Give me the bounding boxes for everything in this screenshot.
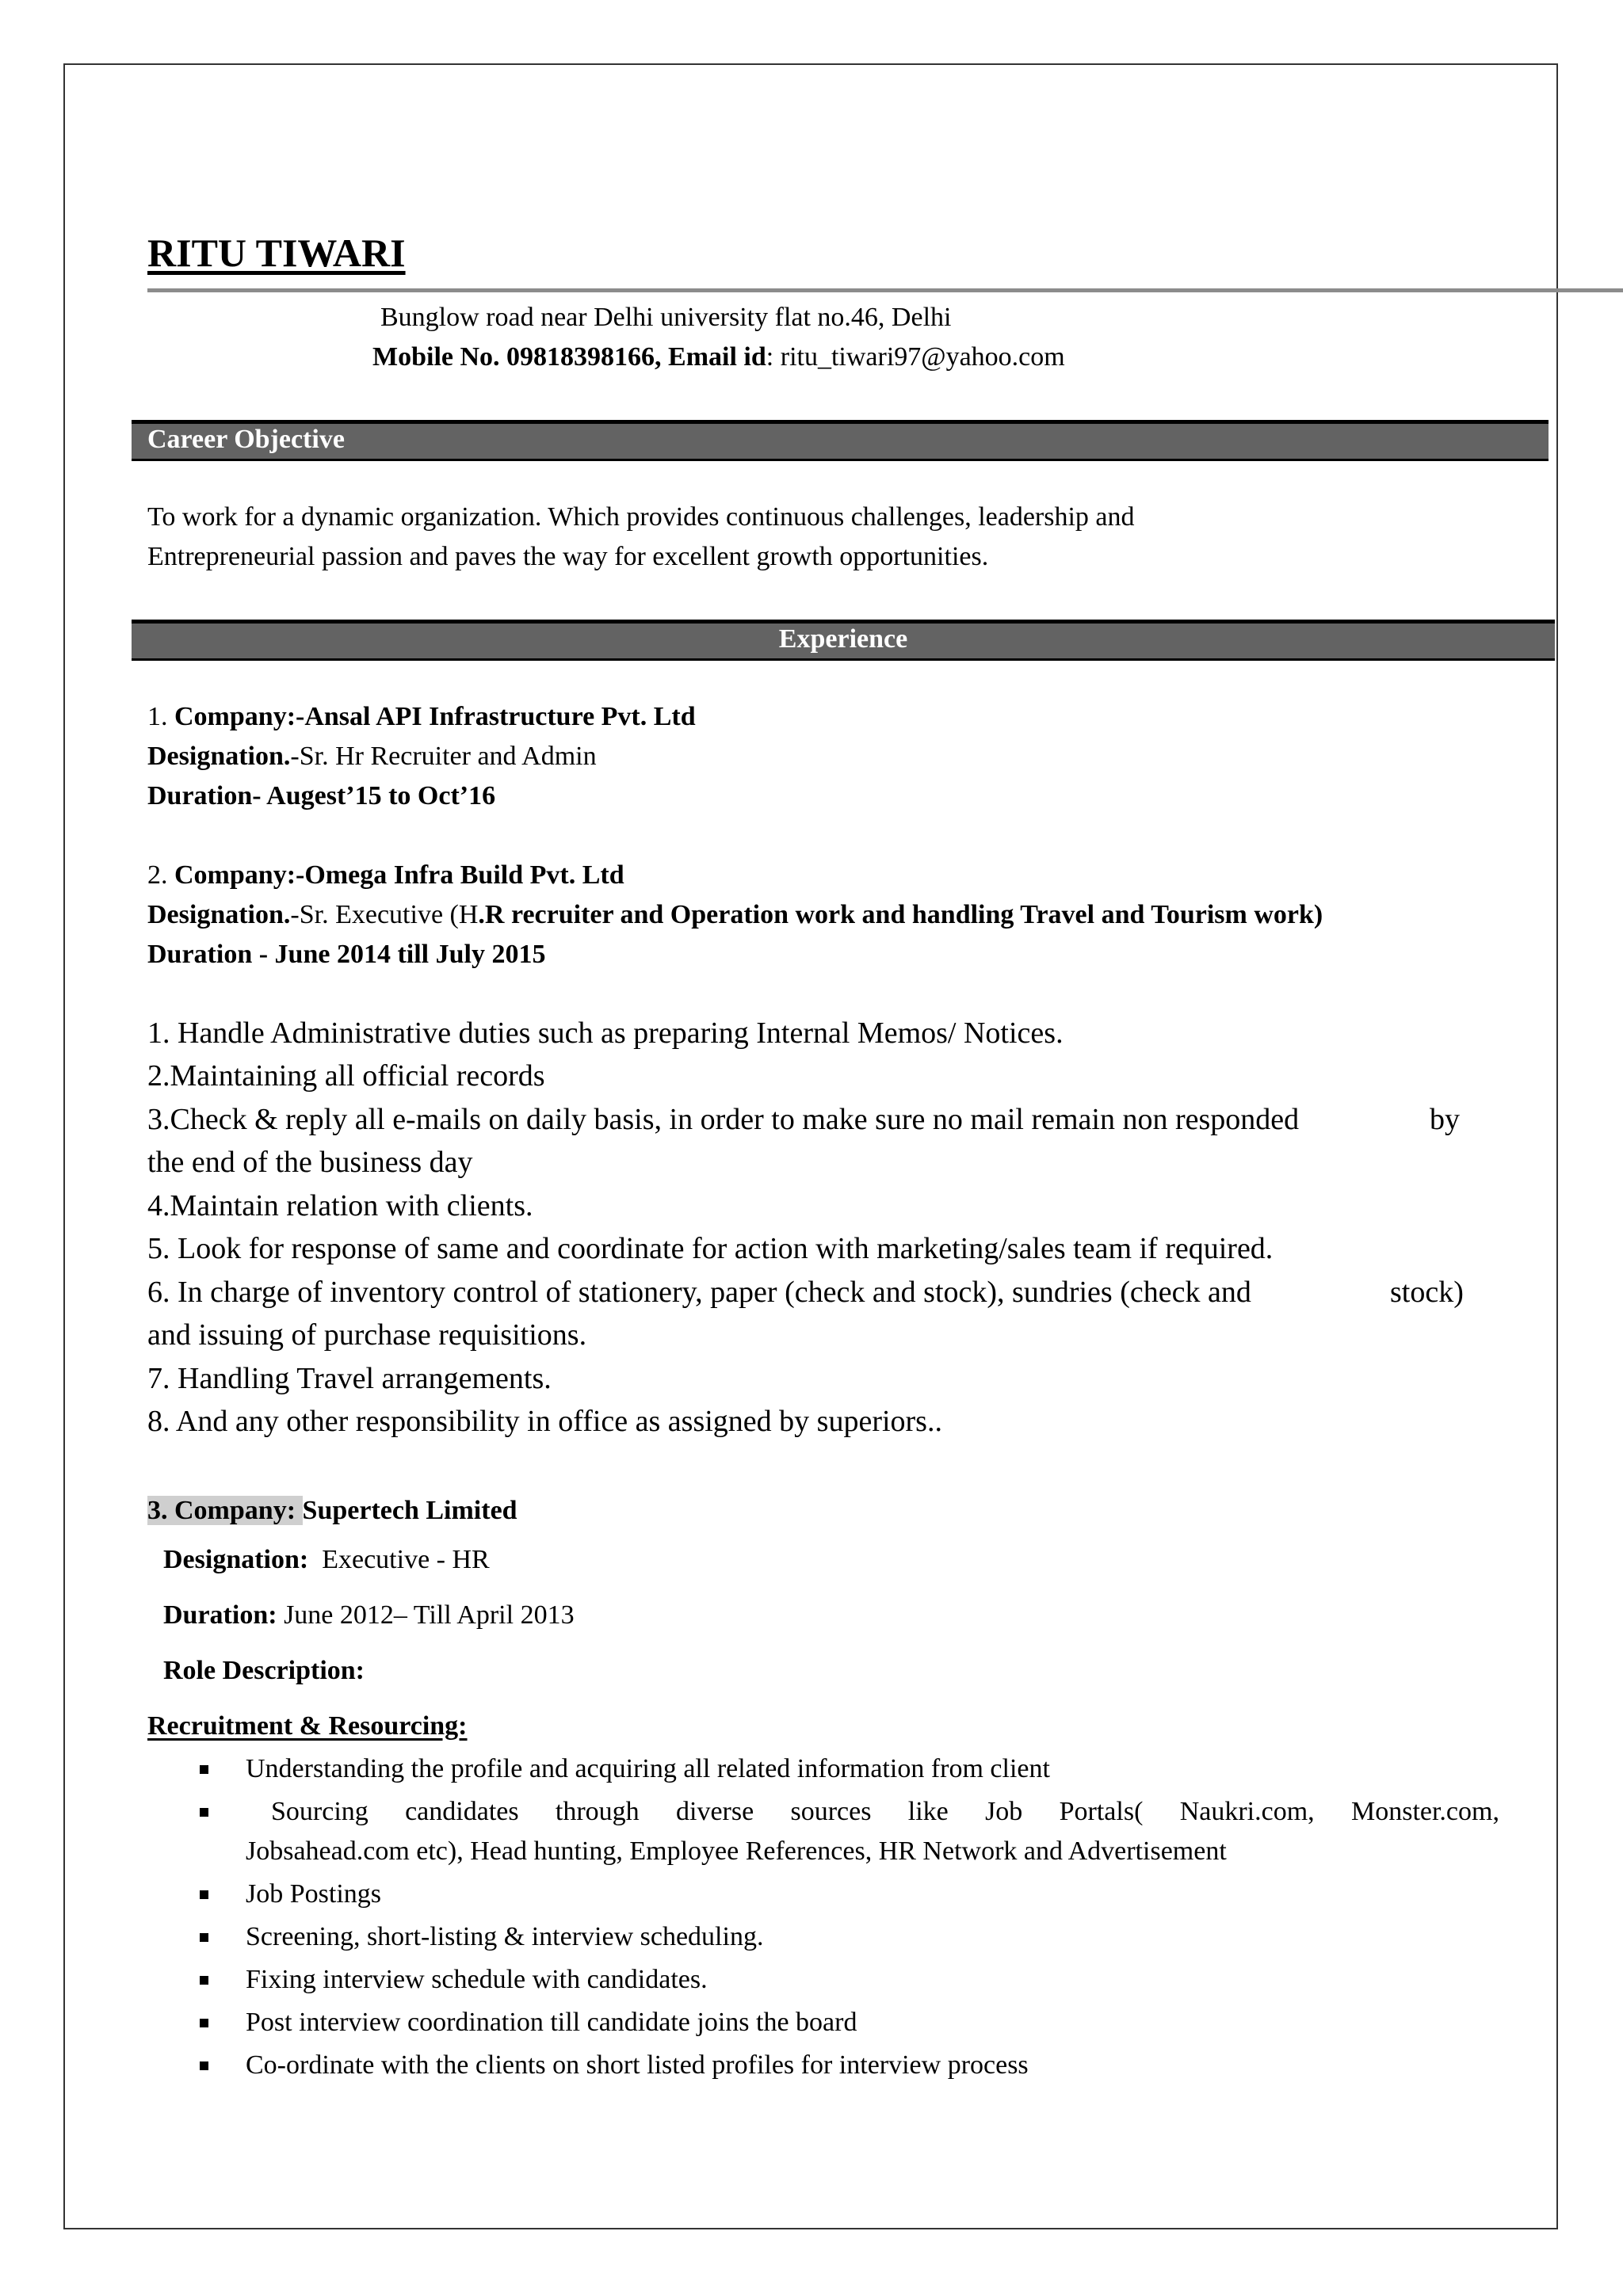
job3-company-label: 3. Company: xyxy=(147,1496,303,1525)
email: : ritu_tiwari97@yahoo.com xyxy=(766,342,1065,372)
experience-heading-text: Experience xyxy=(778,624,908,654)
duty-1: 1. Handle Administrative duties such as preparing Internal Memos/ Notices. xyxy=(147,1016,1064,1050)
bullet-2-line xyxy=(246,1797,1499,1827)
job1-number: 1. xyxy=(147,702,174,731)
job2-designation-b: .R recruiter and Operation work and handling Travel and Tourism work) xyxy=(478,900,1323,929)
job3-designation-label: Designation: xyxy=(163,1545,309,1574)
bullet-marker xyxy=(200,1976,208,1985)
duty-8: 8. And any other responsibility in office as assigned by superiors.. xyxy=(147,1405,942,1438)
bullet-2-word: Job xyxy=(985,1797,1023,1826)
job3-designation: Executive - HR xyxy=(322,1545,490,1574)
bullet-1: Understanding the profile and acquiring all related information from client xyxy=(246,1754,1050,1783)
bullet-5: Fixing interview schedule with candidates. xyxy=(246,1965,708,1994)
career-objective-heading xyxy=(132,420,1549,461)
name-divider xyxy=(147,288,1623,292)
duty-6: 6. In charge of inventory control of stationery, paper (check and stock), sundries (check and xyxy=(147,1276,1251,1309)
objective-line-1: To work for a dynamic organization. Which provides continuous challenges, leadership and xyxy=(147,502,1135,532)
bullet-marker xyxy=(200,1933,208,1942)
bullet-4: Screening, short-listing & interview scheduling. xyxy=(246,1922,764,1951)
job3-duration-line xyxy=(163,1600,575,1630)
bullet-7: Co-ordinate with the clients on short listed profiles for interview process xyxy=(246,2050,1029,2080)
bullet-6: Post interview coordination till candidate joins the board xyxy=(246,2008,857,2037)
contact-line xyxy=(372,342,1065,372)
job1-designation-line xyxy=(147,742,597,772)
job3-duration-label: Duration: xyxy=(163,1600,277,1630)
job2-number: 2. xyxy=(147,860,174,890)
bullet-marker xyxy=(200,2061,208,2070)
bullet-2-word: Sourcing xyxy=(271,1797,369,1826)
job2-designation-a: -Sr. Executive (H xyxy=(290,900,479,929)
duty-3: 3.Check & reply all e-mails on daily basis, in order to make sure no mail remain non responded xyxy=(147,1103,1300,1136)
candidate-name: RITU TIWARI xyxy=(147,231,406,275)
duty-5: 5. Look for response of same and coordinate for action with marketing/sales team if required. xyxy=(147,1232,1274,1265)
duty-2: 2.Maintaining all official records xyxy=(147,1059,545,1093)
job3-company: Supertech Limited xyxy=(302,1496,517,1525)
mobile-label: Mobile No. 09818398166, Email id xyxy=(372,342,766,372)
bullet-2-word: like xyxy=(907,1797,949,1826)
address: Bunglow road near Delhi university flat no.46, Delhi xyxy=(380,303,952,332)
bullet-2-word: Monster.com, xyxy=(1350,1797,1499,1826)
bullet-marker xyxy=(200,1808,208,1817)
bullet-2-word: diverse xyxy=(676,1797,754,1826)
job2-duration: Duration - June 2014 till July 2015 xyxy=(147,940,546,969)
job2-company-line xyxy=(147,860,624,891)
duty-4: 4.Maintain relation with clients. xyxy=(147,1189,533,1222)
job2-designation-line xyxy=(147,900,1323,930)
job1-duration: Duration- Augest’15 to Oct’16 xyxy=(147,781,496,810)
bullet-2-word: sources xyxy=(790,1797,872,1826)
bullet-2-word: Naukri.com, xyxy=(1179,1797,1315,1826)
duty-3-end: by xyxy=(1430,1103,1460,1136)
career-objective-heading-text: Career Objective xyxy=(147,425,345,454)
objective-line-2: Entrepreneurial passion and paves the way for excellent growth opportunities. xyxy=(147,542,989,571)
duty-6-end: stock) xyxy=(1390,1276,1464,1309)
bullet-2-word: candidates xyxy=(405,1797,519,1826)
duty-3-cont: the end of the business day xyxy=(147,1146,473,1179)
duty-6-cont: and issuing of purchase requisitions. xyxy=(147,1318,587,1352)
duty-7: 7. Handling Travel arrangements. xyxy=(147,1362,552,1395)
bullet-marker xyxy=(200,1765,208,1774)
job2-company: Company:-Omega Infra Build Pvt. Ltd xyxy=(174,860,624,890)
job1-company: Company:-Ansal API Infrastructure Pvt. Ltd xyxy=(174,702,696,731)
role-description-label: Role Description: xyxy=(163,1656,365,1685)
job2-designation-label: Designation. xyxy=(147,900,291,929)
job3-designation-line xyxy=(163,1545,490,1575)
bullet-marker xyxy=(200,1890,208,1899)
bullet-2-word: through xyxy=(555,1797,640,1826)
experience-heading xyxy=(132,620,1555,661)
job3-duration: June 2012– Till April 2013 xyxy=(277,1600,575,1630)
bullet-2-word: Portals( xyxy=(1059,1797,1144,1826)
job1-designation: -Sr. Hr Recruiter and Admin xyxy=(290,742,597,771)
bullet-marker xyxy=(200,2019,208,2027)
bullet-3: Job Postings xyxy=(246,1879,381,1909)
recruitment-heading: Recruitment & Resourcing: xyxy=(147,1711,468,1741)
job1-designation-label: Designation. xyxy=(147,742,291,771)
bullet-2-cont: Jobsahead.com etc), Head hunting, Employee References, HR Network and Advertisement xyxy=(246,1836,1227,1866)
job3-company-line xyxy=(147,1496,517,1526)
job1-company-line xyxy=(147,702,696,732)
